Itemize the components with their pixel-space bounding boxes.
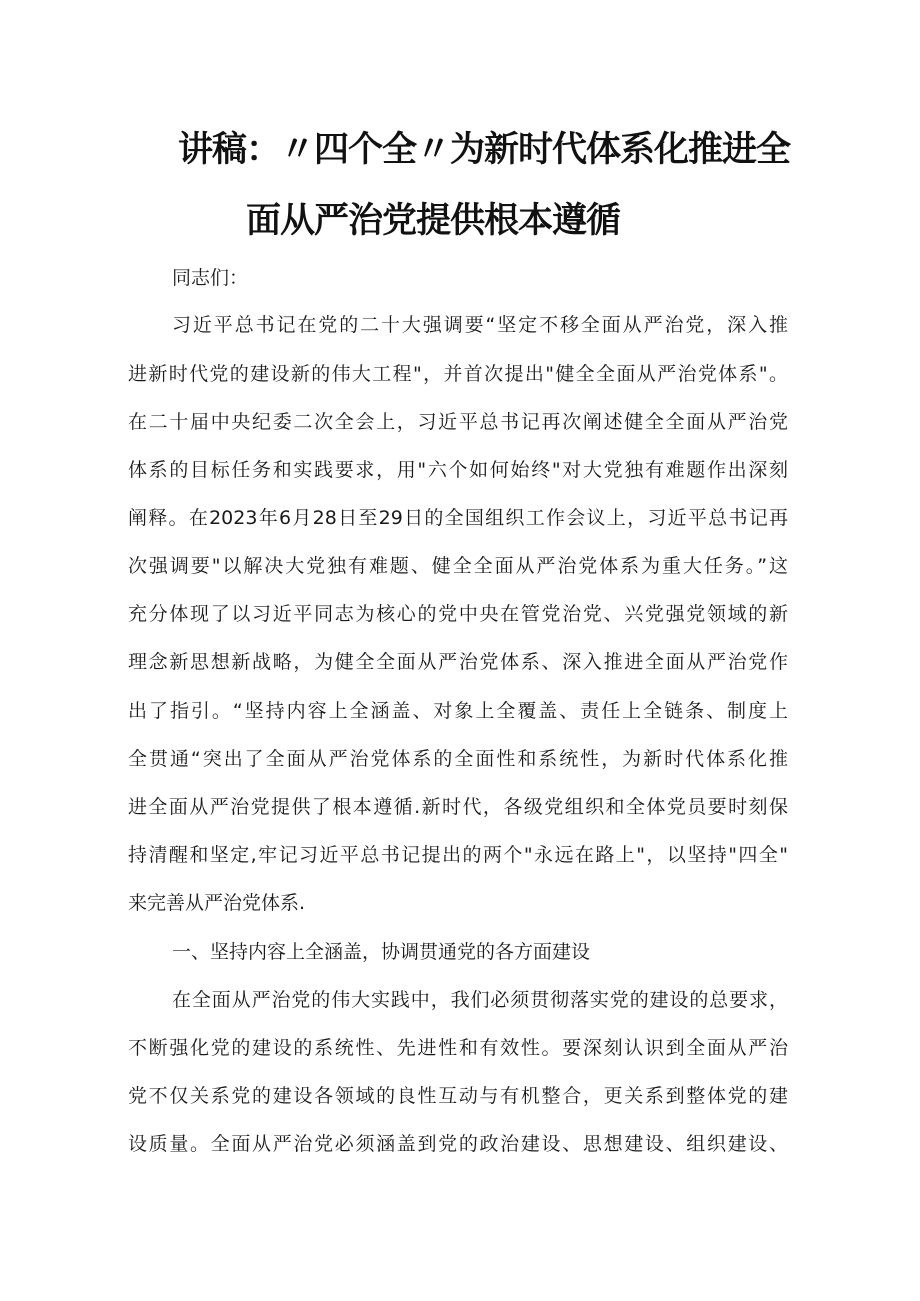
paragraph-line: 进新时代党的建设新的伟大工程"，并首次提出"健全全面从严治党体系"。 xyxy=(128,363,788,385)
paragraph-line: 理念新思想新战略，为健全全面从严治党体系、深入推进全面从严治党作 xyxy=(128,651,788,673)
salutation: 同志们： xyxy=(172,267,249,289)
document-title-line-2: 面从严治党提供根本遵循 xyxy=(246,201,621,241)
paragraph-line: 阐释。在2023年6月28日至29日的全国组织工作会议上，习近平总书记再 xyxy=(128,507,788,529)
paragraph-line: 来完善从严治党体系. xyxy=(128,892,306,914)
paragraph-line: 不断强化党的建设的系统性、先进性和有效性。要深刻认识到全面从严治 xyxy=(128,1037,788,1059)
paragraph-line: 习近平总书记在党的二十大强调要“坚定不移全面从严治党，深入推 xyxy=(172,314,788,336)
paragraph-line: 次强调要"以解决大党独有难题、健全全面从严治党体系为重大任务。”这 xyxy=(128,555,788,577)
paragraph-line: 体系的目标任务和实践要求，用"六个如何始终"对大党独有难题作出深刻 xyxy=(128,459,788,481)
paragraph-line: 在全面从严治党的伟大实践中，我们必须贯彻落实党的建设的总要求， xyxy=(172,989,788,1011)
section-heading: 一、坚持内容上全涵盖，协调贯通党的各方面建设 xyxy=(172,941,591,963)
document-title-line-1: 讲稿：〃四个全〃为新时代体系化推进全 xyxy=(178,130,791,170)
paragraph-line: 全贯通“突出了全面从严治党体系的全面性和系统性，为新时代体系化推 xyxy=(128,748,788,770)
paragraph-line: 进全面从严治党提供了根本遵循.新时代，各级党组织和全体党员要时刻保 xyxy=(128,796,788,818)
paragraph-line: 党不仅关系党的建设各领域的良性互动与有机整合，更关系到整体党的建 xyxy=(128,1085,788,1107)
paragraph-line: 持清醒和坚定,牢记习近平总书记提出的两个"永远在路上"，以坚持"四全" xyxy=(128,844,788,866)
paragraph-line: 在二十届中央纪委二次全会上，习近平总书记再次阐述健全全面从严治党 xyxy=(128,411,788,433)
paragraph-line: 设质量。全面从严治党必须涵盖到党的政治建设、思想建设、组织建设、 xyxy=(128,1133,788,1155)
paragraph-line: 充分体现了以习近平同志为核心的党中央在管党治党、兴党强党领域的新 xyxy=(128,603,788,625)
paragraph-line: 出了指引。“坚持内容上全涵盖、对象上全覆盖、责任上全链条、制度上 xyxy=(128,700,788,722)
